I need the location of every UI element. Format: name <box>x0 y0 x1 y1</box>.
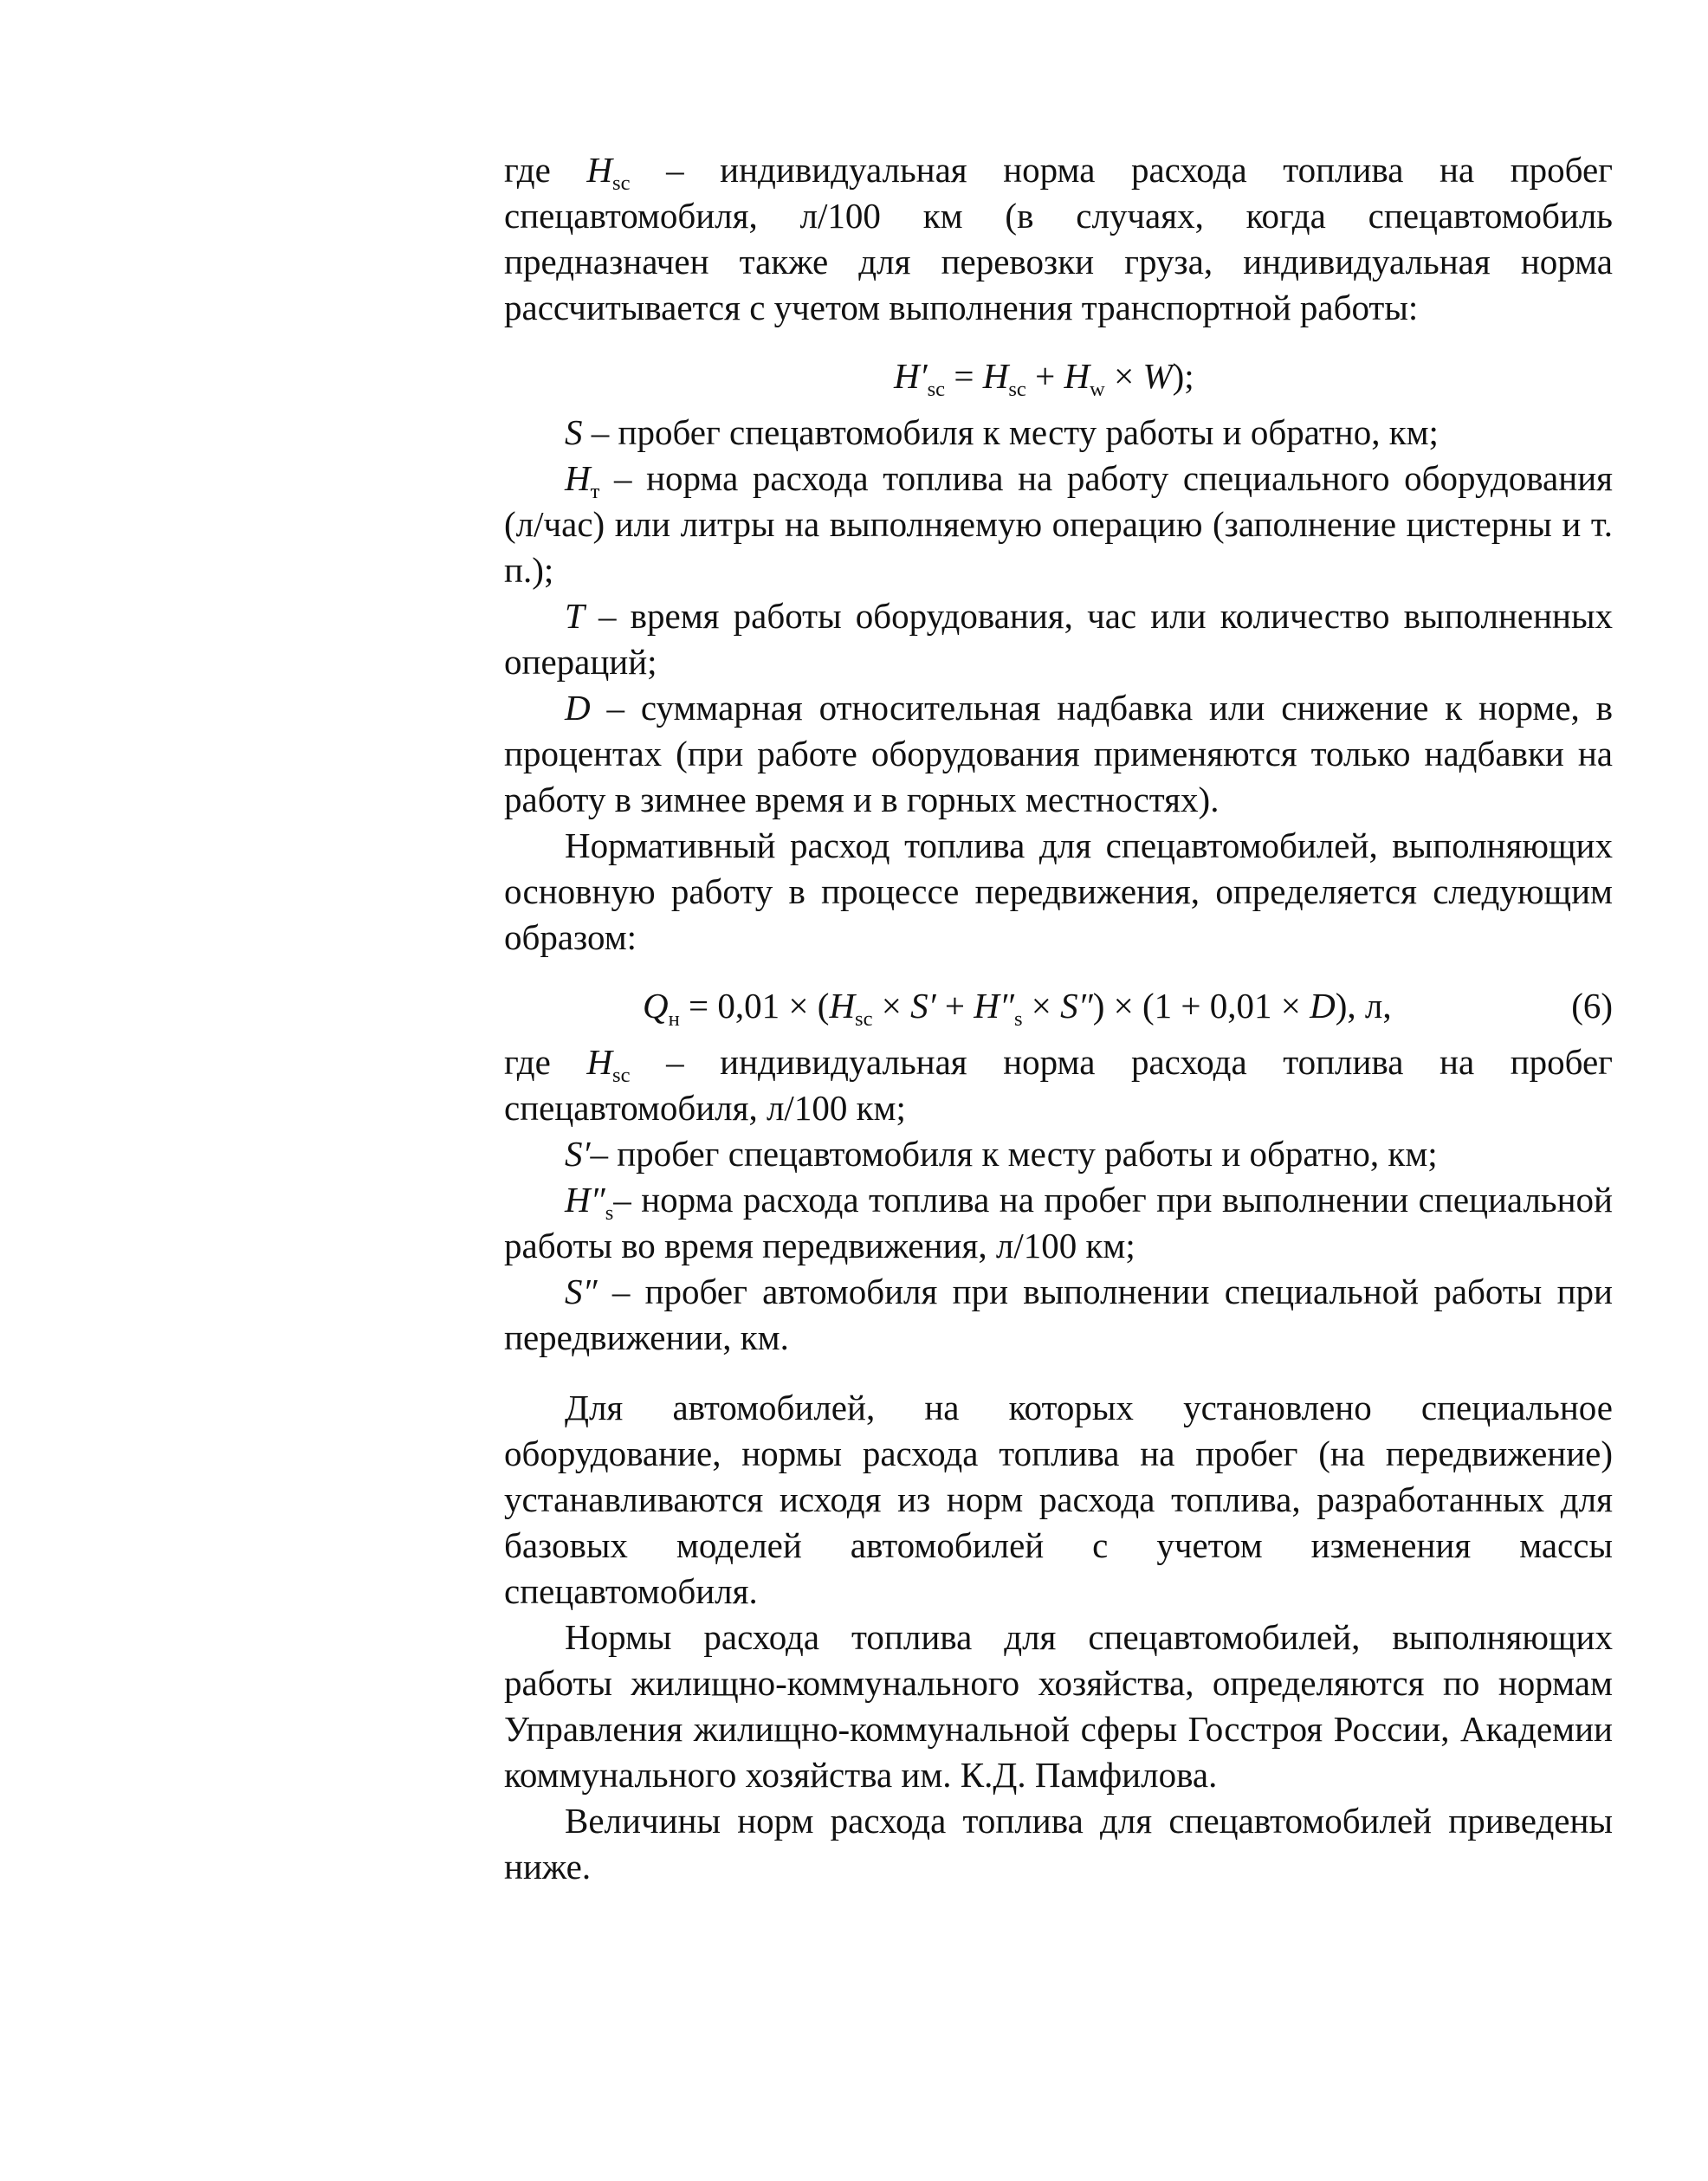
subscript: т <box>590 479 600 503</box>
text: = 0,01 × ( <box>679 986 830 1026</box>
subscript: sc <box>612 1063 631 1087</box>
paragraph-housing-utilities <box>504 1615 1613 1798</box>
symbol: D <box>1310 986 1336 1026</box>
formula-6 <box>504 983 1613 1029</box>
subscript: sc <box>927 377 946 401</box>
prime: ′ <box>919 356 928 396</box>
paragraph-norm-values <box>504 1798 1613 1890</box>
text-column <box>504 147 1613 1890</box>
operator: × <box>1104 356 1143 396</box>
symbol: H <box>586 150 613 190</box>
paragraph-s-double-prime-definition <box>504 1269 1613 1361</box>
text: – пробег спецавтомобиля к месту работы и обратно, км; <box>582 412 1439 452</box>
symbol: S″ <box>565 1272 598 1311</box>
symbol: H″ <box>565 1180 605 1220</box>
formula-hsc-prime <box>504 353 1613 399</box>
equation-number: (6) <box>1571 986 1613 1026</box>
text: Нормы расхода топлива для спецавтомобилей, выполняющих работы жилищно-коммунального хозяйства, определяются по нормам Управления жилищно-коммунальной сферы Госстроя России, Академии коммунального хозяйства им. К.Д. Памфилова. <box>504 1617 1613 1795</box>
symbol: H <box>829 986 856 1026</box>
operator: + <box>935 986 974 1026</box>
text: – пробег автомобиля при выполнении специальной работы при передвижении, км. <box>504 1272 1613 1357</box>
formula-body <box>894 353 1194 399</box>
symbol: S′ <box>565 1134 591 1174</box>
text: Величины норм расхода топлива для спецавтомобилей приведены ниже. <box>504 1801 1613 1887</box>
text: – норма расхода топлива на работу специального оборудования (л/час) или литры на выполняемую операцию (заполнение цистерны и т. п.); <box>504 458 1613 590</box>
symbol: H <box>565 458 591 498</box>
text: где <box>504 1042 587 1082</box>
paragraph-s-prime-definition <box>504 1131 1613 1177</box>
paragraph-hsc-definition <box>504 147 1613 331</box>
text: где <box>504 150 587 190</box>
spacer <box>504 1361 1613 1385</box>
subscript: s <box>1013 1006 1023 1031</box>
text: ); <box>1172 356 1194 396</box>
subscript: н <box>668 1006 680 1031</box>
paragraph-ht-definition <box>504 456 1613 593</box>
symbol: S <box>565 412 583 452</box>
symbol: W <box>1142 356 1173 396</box>
text: – время работы оборудования, час или количество выполненных операций; <box>504 596 1613 682</box>
text: ) × (1 + 0,01 × <box>1092 986 1310 1026</box>
symbol: Q <box>643 986 669 1026</box>
text: Нормативный расход топлива для спецавтомобилей, выполняющих основную работу в процессе передвижения, определяется следующим образом: <box>504 825 1613 957</box>
symbol: T <box>565 596 585 636</box>
symbol: H <box>1064 356 1090 396</box>
operator: × <box>1022 986 1061 1026</box>
text: – суммарная относительная надбавка или снижение к норме, в процентах (при работе оборудования применяются только надбавки на работу в зимнее время и в горных местностях). <box>504 688 1613 819</box>
symbol: H″ <box>974 986 1014 1026</box>
paragraph-t-definition <box>504 593 1613 685</box>
paragraph-hsc-definition-2 <box>504 1039 1613 1131</box>
paragraph-d-definition <box>504 685 1613 823</box>
symbol: D <box>565 688 591 728</box>
operator: × <box>872 986 911 1026</box>
paragraph-hs-definition <box>504 1177 1613 1269</box>
symbol: H <box>894 356 920 396</box>
operator: + <box>1025 356 1064 396</box>
text: ), л, <box>1335 986 1392 1026</box>
text: – пробег спецавтомобиля к месту работы и обратно, км; <box>590 1134 1438 1174</box>
paragraph-s-definition <box>504 410 1613 456</box>
subscript: sc <box>612 171 631 195</box>
text: – индивидуальная норма расхода топлива на пробег спецавтомобиля, л/100 км; <box>504 1042 1613 1128</box>
text: – индивидуальная норма расхода топлива на пробег спецавтомобиля, л/100 км (в случаях, когда спецавтомобиль предназначен также для перевозки груза, индивидуальная норма рассчитывается с учетом выполнения транспортной работы: <box>504 150 1613 327</box>
symbol: H <box>586 1042 613 1082</box>
subscript: sc <box>1008 377 1026 401</box>
symbol: S″ <box>1060 986 1093 1026</box>
symbol: H <box>982 356 1009 396</box>
operator: = <box>945 356 983 396</box>
paragraph-normative-consumption <box>504 823 1613 961</box>
subscript: w <box>1090 377 1105 401</box>
subscript: s <box>605 1201 614 1225</box>
symbol: S′ <box>910 986 936 1026</box>
paragraph-special-equipment <box>504 1385 1613 1615</box>
text: Для автомобилей, на которых установлено специальное оборудование, нормы расхода топлива на пробег (на передвижение) устанавливаются исходя из норм расхода топлива, разработанных для базовых моделей автомобилей с учетом изменения массы спецавтомобиля. <box>504 1388 1613 1611</box>
subscript: sc <box>855 1006 873 1031</box>
formula-body <box>643 983 1392 1029</box>
text: – норма расхода топлива на пробег при выполнении специальной работы во время передвижения, л/100 км; <box>504 1180 1613 1265</box>
